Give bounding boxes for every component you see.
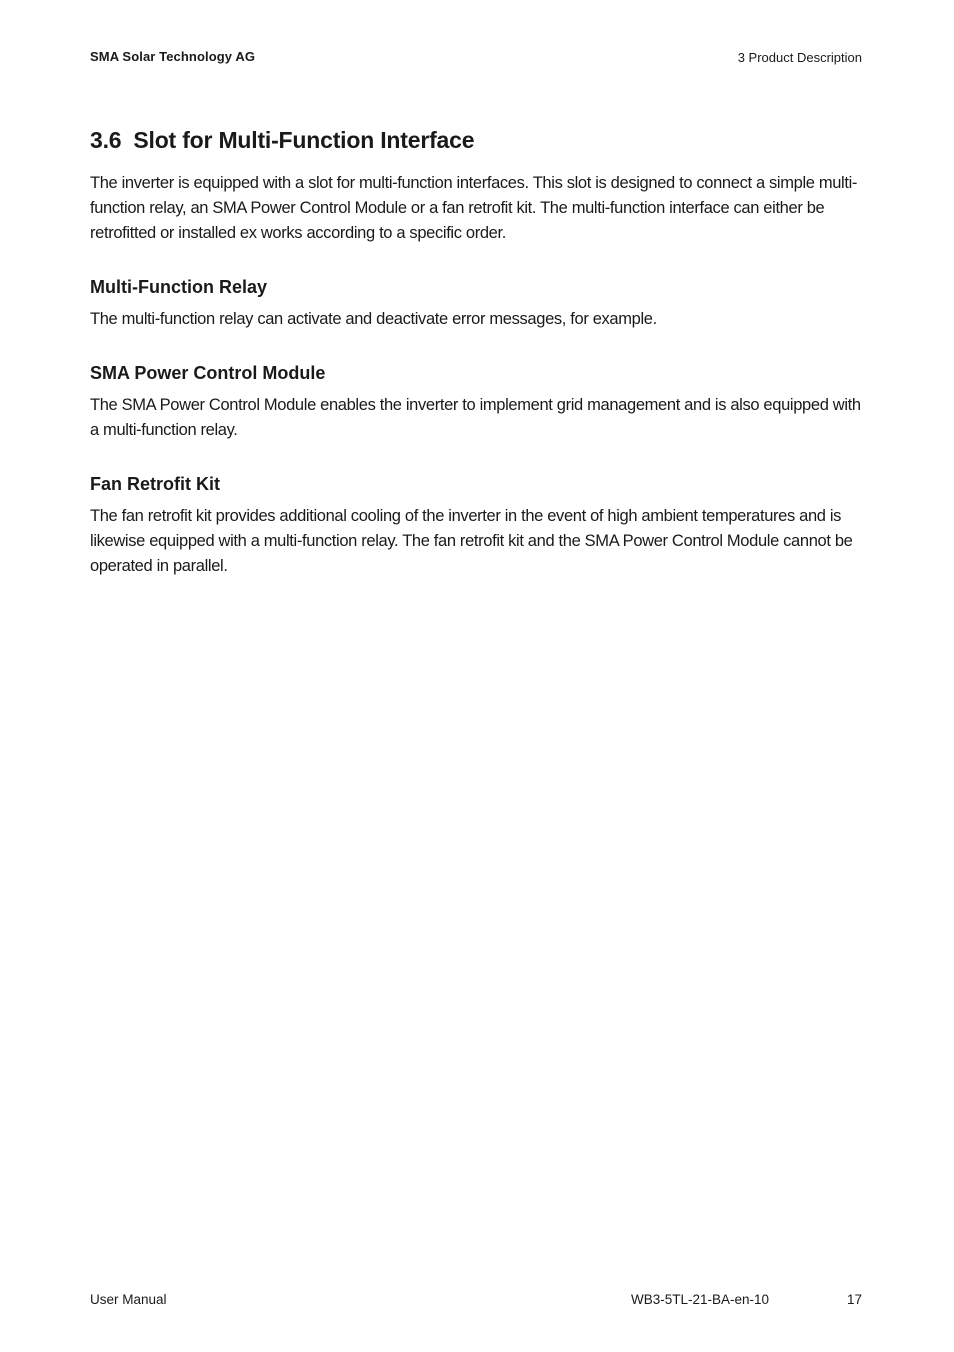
subsection-title: Multi-Function Relay — [90, 277, 267, 297]
subsection-multi-function-relay — [90, 274, 865, 332]
footer-doc-type: User Manual — [90, 1292, 167, 1307]
subsection-title: SMA Power Control Module — [90, 363, 326, 383]
subsection-title: Fan Retrofit Kit — [90, 474, 220, 494]
section-title: Slot for Multi-Function Interface — [133, 127, 475, 153]
header-chapter: 3 Product Description — [737, 50, 862, 65]
section-intro-block — [90, 171, 865, 246]
page-content — [90, 122, 865, 607]
footer-doc-code: WB3-5TL-21-BA-en-10 — [631, 1292, 770, 1307]
subsection-text: The SMA Power Control Module enables the inverter to implement grid management and is also equipped with a multi-function relay. — [90, 396, 861, 439]
section-heading — [90, 122, 865, 158]
subsection-power-control-module — [90, 360, 865, 443]
section-intro: The inverter is equipped with a slot for multi-function interfaces. This slot is designed to connect a simple multi-function relay, an SMA Power Control Module or a fan retrofit kit. The multi-function interface can either be retrofitted or installed ex works according to a specific order. — [90, 174, 858, 242]
subsection-text: The fan retrofit kit provides additional cooling of the inverter in the event of high ambient temperatures and is likewise equipped with a multi-function relay. The fan retrofit kit and the SMA Power Control Module cannot be operated in parallel. — [90, 507, 853, 575]
subsection-text: The multi-function relay can activate and deactivate error messages, for example. — [90, 310, 657, 328]
header-company: SMA Solar Technology AG — [90, 49, 256, 64]
page-number: 17 — [846, 1292, 862, 1307]
subsection-fan-retrofit-kit — [90, 471, 865, 579]
section-number: 3.6 — [90, 127, 122, 153]
